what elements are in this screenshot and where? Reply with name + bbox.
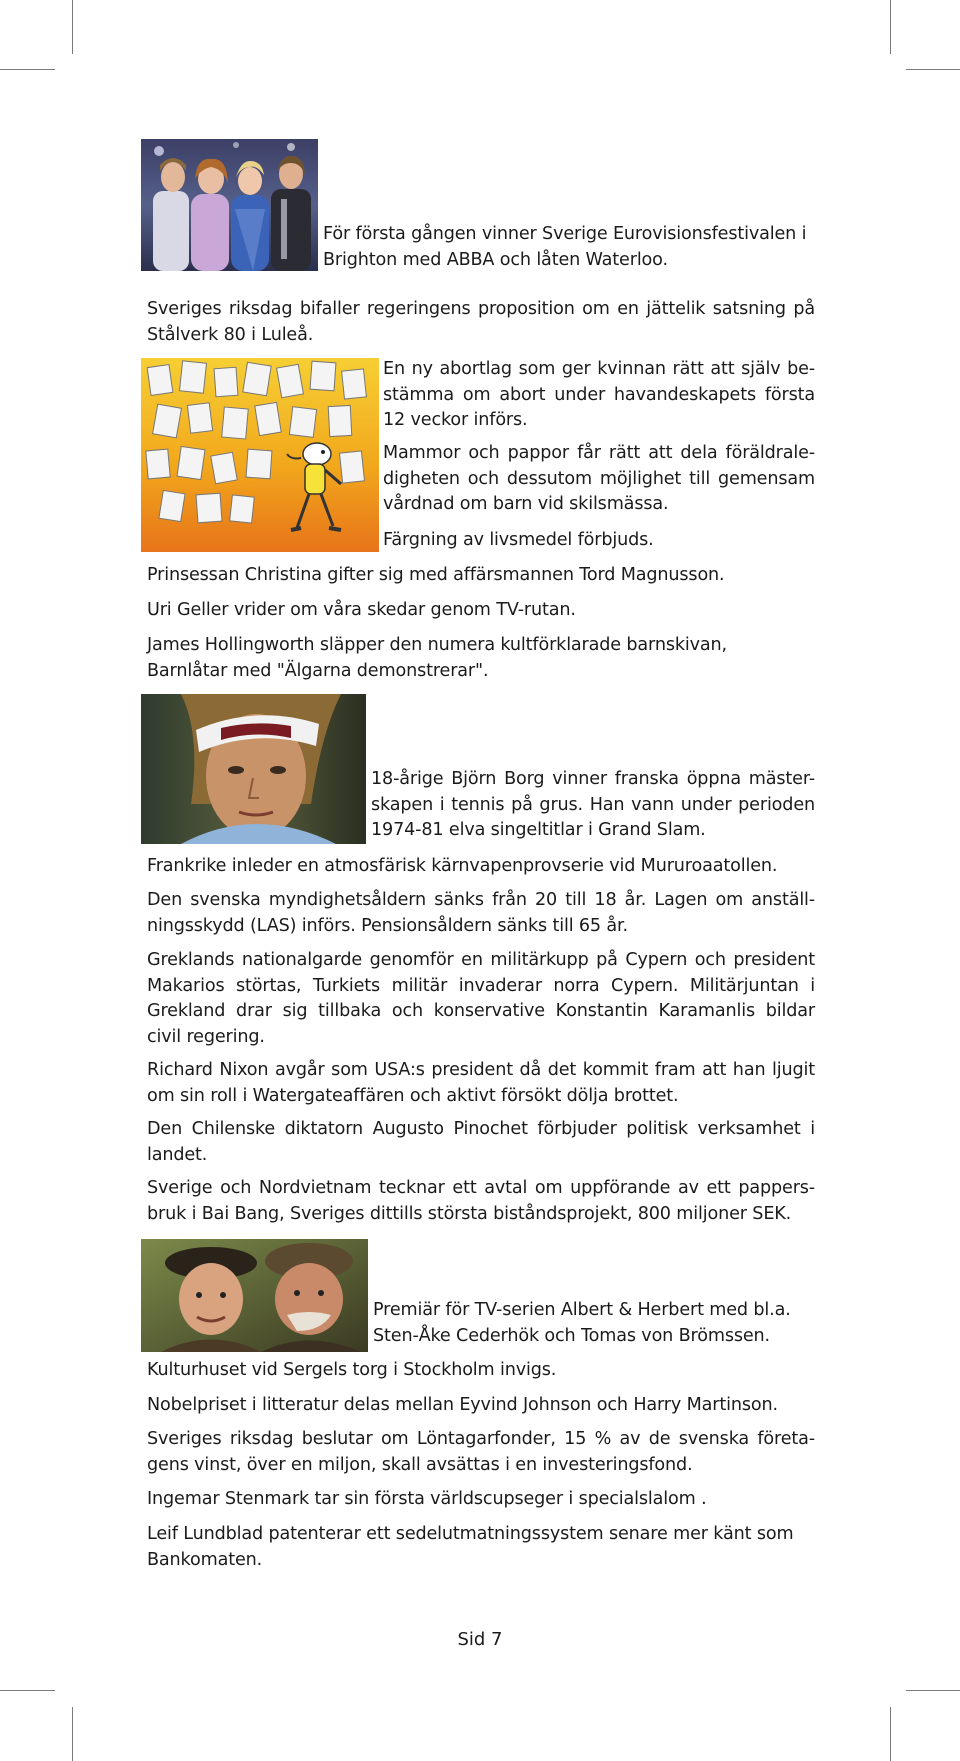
news-item-stenmark: Ingemar Stenmark tar sin första världscupseger i specialslalom . <box>147 1489 707 1509</box>
news-item-kulturhuset: Kulturhuset vid Sergels torg i Stockholm invigs. <box>147 1360 557 1380</box>
crop-mark <box>906 1690 960 1691</box>
crop-mark <box>72 0 73 54</box>
crop-mark <box>72 1707 73 1761</box>
borg-photo <box>141 694 366 844</box>
news-item-mururoa: Frankrike inleder en atmosfärisk kärnvapenprovserie vid Mururoaatollen. <box>147 856 778 876</box>
news-item-lontagarfonder: Sveriges riksdag beslutar om Löntagarfonder, 15 % av de svenska företa- gens vinst, över en miljon, skall avsättas i en investeringsfond. <box>147 1429 815 1475</box>
crop-mark <box>0 69 55 70</box>
crop-mark <box>890 0 891 54</box>
news-item-eurovision: För första gången vinner Sverige Eurovisionsfestivalen i Brighton med ABBA och låten Waterloo. <box>323 224 807 270</box>
news-item-baibang: Sverige och Nordvietnam tecknar ett avtal om uppförande av ett pappers- bruk i Bai Bang, Sveriges dittills största biståndsprojekt, 800 miljoner SEK. <box>147 1178 815 1224</box>
notes-illustration <box>141 358 379 552</box>
crop-mark <box>0 1690 55 1691</box>
abba-photo <box>141 139 318 271</box>
albert-herbert-photo <box>141 1239 368 1352</box>
news-item-stalverk: Sveriges riksdag bifaller regeringens proposition om en jättelik satsning på Stålverk 80 i Luleå. <box>147 299 815 345</box>
news-item-nobel: Nobelpriset i litteratur delas mellan Eyvind Johnson och Harry Martinson. <box>147 1395 778 1415</box>
news-item-borg: 18-årige Björn Borg vinner franska öppna mäster- skapen i tennis på grus. Han vann under perioden 1974-81 elva singeltitlar i Grand Slam. <box>371 769 815 840</box>
news-item-abortlag: En ny abortlag som ger kvinnan rätt att själv be- stämma om abort under havandeskapets första 12 veckor införs. <box>383 359 815 430</box>
news-item-nixon: Richard Nixon avgår som USA:s president då det kommit fram att han ljugit om sin roll i Watergateaffären och aktivt försökt dölja brottet. <box>147 1060 815 1106</box>
news-item-christina: Prinsessan Christina gifter sig med affärsmannen Tord Magnusson. <box>147 565 725 585</box>
news-item-albert-herbert: Premiär för TV-serien Albert & Herbert med bl.a. Sten-Åke Cederhök och Tomas von Brömssen. <box>373 1300 791 1346</box>
news-item-hollingworth: James Hollingworth släpper den numera kultförklarade barnskivan, Barnlåtar med "Älgarna demonstrerar". <box>147 635 727 681</box>
crop-mark <box>890 1707 891 1761</box>
news-item-cypern: Greklands nationalgarde genomför en militärkupp på Cypern och president Makarios störtas, Turkiets militär invaderar norra Cypern. Militärjuntan i Grekland drar sig tillbaka och konservative Konstantin Karamanlis bildar civil regering. <box>147 950 815 1047</box>
news-item-geller: Uri Geller vrider om våra skedar genom TV-rutan. <box>147 600 576 620</box>
news-item-myndighetsalder: Den svenska myndighetsåldern sänks från 20 till 18 år. Lagen om anställ- ningsskydd (LAS) införs. Pensionsåldern sänks till 65 år. <box>147 890 815 936</box>
crop-mark <box>906 69 960 70</box>
news-item-fargning: Färgning av livsmedel förbjuds. <box>383 530 654 550</box>
news-item-foraldraledighet: Mammor och pappor får rätt att dela föräldrale- digheten och dessutom möjlighet till gemensam vårdnad om barn vid skilsmässa. <box>383 443 815 514</box>
page-number: Sid 7 <box>457 1629 503 1650</box>
news-item-bankomat: Leif Lundblad patenterar ett sedelutmatningssystem senare mer känt som Bankomaten. <box>147 1524 794 1570</box>
news-item-pinochet: Den Chilenske diktatorn Augusto Pinochet förbjuder politisk verksamhet i landet. <box>147 1119 815 1165</box>
